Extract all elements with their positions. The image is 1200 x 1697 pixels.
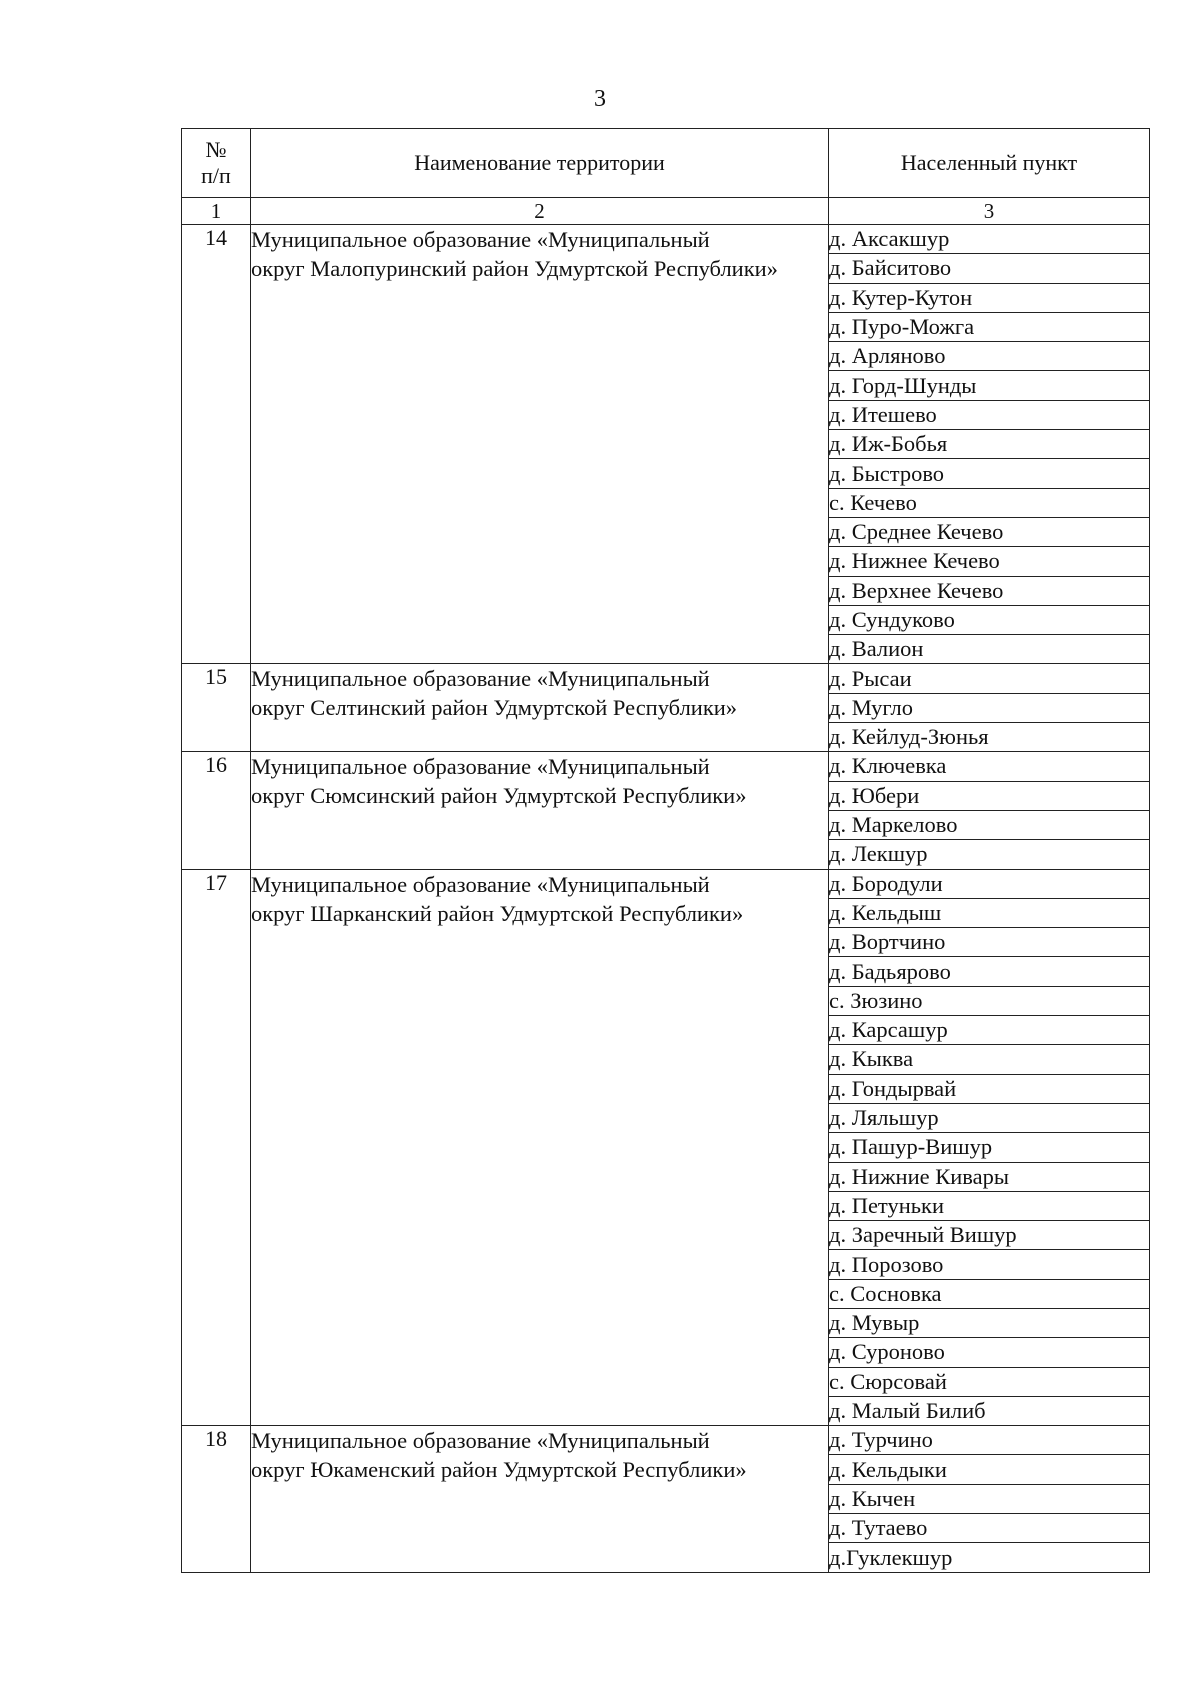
settlement-name: д. Кельдыки [829,1455,1150,1484]
column-number: 2 [251,198,829,225]
table-row [182,869,1150,898]
column-number: 1 [182,198,251,225]
territory-name-line: округ Шарканский район Удмуртской Республики» [251,900,744,926]
settlement-name: д. Верхнее Кечево [829,576,1150,605]
settlement-name: д. Пуро-Можга [829,312,1150,341]
settlement-name: д. Ключевка [829,752,1150,781]
territory-name-line: Муниципальное образование «Муниципальный [251,666,710,692]
territory-name-line: округ Юкаменский район Удмуртской Республики» [251,1457,747,1483]
territory-name-line: Муниципальное образование «Муниципальный [251,227,710,252]
table-row [182,1426,1150,1455]
row-number: 18 [182,1426,251,1572]
territory-name-line: Муниципальное образование «Муниципальный [251,871,710,897]
settlement-name: д. Горд-Шунды [829,371,1150,400]
table-header-row [182,129,1150,198]
settlement-name: д. Кейлуд-Зюнья [829,723,1150,752]
column-number: 3 [829,198,1150,225]
table-row [182,664,1150,693]
settlement-name: д. Ляльшур [829,1103,1150,1132]
header-number-line1: № [205,137,227,162]
territory-name-line: округ Селтинский район Удмуртской Республики» [251,695,738,721]
territory-name-line: Муниципальное образование «Муниципальный [251,1428,710,1454]
settlement-name: д. Рысаи [829,664,1150,693]
settlement-name: д. Кутер-Кутон [829,283,1150,312]
settlement-name: д. Маркелово [829,810,1150,839]
header-territory: Наименование территории [251,129,829,198]
settlements-table [181,128,1150,1573]
settlement-name: д. Быстрово [829,459,1150,488]
settlement-name: д.Гуклекшур [829,1543,1150,1572]
settlement-name: д. Арляново [829,342,1150,371]
settlement-name: д. Порозово [829,1250,1150,1279]
settlement-name: с. Зюзино [829,986,1150,1015]
settlement-name: д. Вортчино [829,928,1150,957]
territory-name [251,869,829,1426]
settlement-name: с. Сосновка [829,1279,1150,1308]
row-number: 14 [182,225,251,664]
settlement-name: д. Аксакшур [829,225,1150,254]
settlement-name: д. Мувыр [829,1308,1150,1337]
row-number: 17 [182,869,251,1426]
header-number [182,129,251,198]
row-number: 15 [182,664,251,752]
settlement-name: д. Заречный Вишур [829,1221,1150,1250]
header-number-line2: п/п [201,163,231,188]
territory-name [251,225,829,664]
row-number: 16 [182,752,251,869]
settlement-name: д. Итешево [829,400,1150,429]
settlement-name: д. Малый Билиб [829,1396,1150,1425]
settlement-name: с. Сюрсовай [829,1367,1150,1396]
page-number: 3 [594,86,606,112]
settlement-name: с. Кечево [829,488,1150,517]
settlement-name: д. Кельдыш [829,898,1150,927]
settlement-name: д. Нижние Кивары [829,1162,1150,1191]
header-settlement: Населенный пункт [829,129,1150,198]
settlement-name: д. Байситово [829,254,1150,283]
territory-name [251,752,829,869]
territory-name [251,664,829,752]
territory-name-line: округ Малопуринский район Удмуртской Республики» [251,256,778,281]
settlement-name: д. Пашур-Вишур [829,1133,1150,1162]
table-row [182,752,1150,781]
settlement-name: д. Нижнее Кечево [829,547,1150,576]
settlement-name: д. Тутаево [829,1514,1150,1543]
territory-name-line: округ Сюмсинский район Удмуртской Республики» [251,783,747,809]
settlement-name: д. Суроново [829,1338,1150,1367]
territory-name-line: Муниципальное образование «Муниципальный [251,754,710,780]
settlement-name: д. Петуньки [829,1191,1150,1220]
settlement-name: д. Бадьярово [829,957,1150,986]
column-numbers-row [182,198,1150,225]
settlement-name: д. Сундуково [829,605,1150,634]
settlement-name: д. Лекшур [829,840,1150,869]
settlement-name: д. Турчино [829,1426,1150,1455]
table-row [182,225,1150,254]
settlement-name: д. Кыква [829,1045,1150,1074]
settlement-name: д. Иж-Бобья [829,430,1150,459]
settlement-name: д. Валион [829,635,1150,664]
table-body [182,225,1150,1573]
settlement-name: д. Среднее Кечево [829,517,1150,546]
settlement-name: д. Карсашур [829,1016,1150,1045]
settlement-name: д. Бородули [829,869,1150,898]
settlement-name: д. Гондырвай [829,1074,1150,1103]
territory-name [251,1426,829,1572]
settlement-name: д. Мугло [829,693,1150,722]
settlement-name: д. Кычен [829,1484,1150,1513]
settlement-name: д. Юбери [829,781,1150,810]
